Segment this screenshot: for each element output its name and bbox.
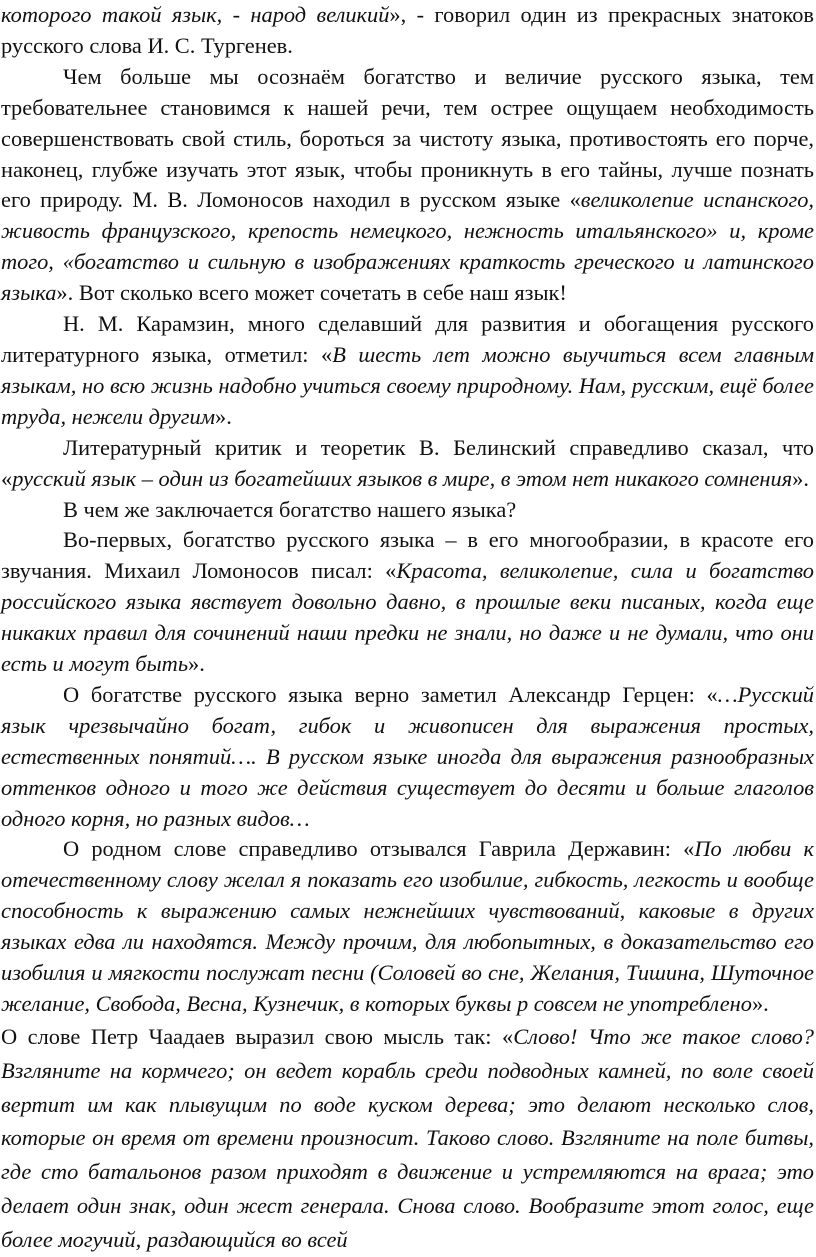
text-run: В шесть лет можно выучиться всем главным языкам, но всю жизнь надобно учиться своему природному. Нам, русским, ещё более труда, нежели другим <box>1 341 814 429</box>
text-run: Литературный критик и теоретик В. Белинский справедливо сказал, что « <box>1 434 814 491</box>
text-run: Слово! Что же такое слово? Взгляните на кормчего; он ведет корабль среди подводных камней, по воле своей вертит им как плывущим по воде куском дерева; это делают несколько слов, которые он время от времени произносит. Таково слово. Взгляните на поле битвы, где сто батальонов разом приходят в движение и устремляются на врага; это делает один знак, один жест генерала. Снова слово. Вообразите этот голос, еще более могучий, раздающийся во всей <box>1 1023 814 1252</box>
text-run: ». <box>188 651 205 677</box>
text-run: Во-первых, богатство русского языка – в его многообразии, в красоте его звучания. Михаил Ломоносов писал: « <box>1 527 814 584</box>
text-run: В чем же заключается богатство нашего языка? <box>63 496 517 522</box>
text-run: …Русский язык чрезвычайно богат, гибок и живописен для выражения простых, естественных понятий…. В русском языке иногда для выражения разнообразных оттенков одного и того же действия существует до десяти и больше глаголов одного корня, но разных видов… <box>1 681 814 831</box>
text-run: русский язык – один из богатейших языков в мире, в этом нет никакого сомнения <box>12 465 793 491</box>
text-run: которого такой язык, - народ великий <box>1 2 390 27</box>
text-run: О родном слове справедливо отзывался Гаврила Державин: « <box>63 836 695 862</box>
text-run: ». <box>215 403 232 429</box>
paragraph-herzen <box>1 680 814 835</box>
text-run: По любви к отечественному слову желал я показать его изобилие, гибкость, легкость и вообще способность к выражению самых нежнейших чувствований, каковые в других языках едва ли находятся. Между прочим, для любопытных, в доказательство его изобилия и мягкости послужат песни (Соловей во сне, Желания, Тишина, Шуточное желание, Свобода, Весна, Кузнечик, в которых буквы р совсем не употреблено <box>1 836 815 1016</box>
text-run: великолепие испанского, живость французского, крепость немецкого, нежность итальянского» и, кроме того, «богатство и сильную в изображениях краткость греческого и латинского языка <box>1 187 814 306</box>
text-run: ». <box>792 465 809 491</box>
paragraph-question <box>1 495 814 526</box>
paragraph-turgenev-ending <box>1 0 814 62</box>
paragraph-lomonosov-beauty <box>1 525 814 680</box>
text-run: ». <box>751 991 769 1016</box>
paragraph-chaadaev <box>1 1020 814 1257</box>
paragraph-derzhavin <box>1 834 814 1019</box>
text-run: О слове Петр Чаадаев выразил свою мысль так: « <box>1 1023 514 1049</box>
text-run: Чем больше мы осознаём богатство и величие русского языка, тем требовательнее становимся к нашей речи, тем острее ощущаем необходимость совершенствовать свой стиль, бороться за чистоту языка, противостоять его порче, наконец, глубже изучать этот язык, чтобы проникнуть в его тайны, лучше познать его природу. М. В. Ломоносов находил в русском языке « <box>1 63 814 213</box>
paragraph-belinsky <box>1 433 814 495</box>
paragraph-karamzin <box>1 309 814 433</box>
text-run: О богатстве русского языка верно заметил Александр Герцен: « <box>63 681 718 707</box>
text-run: », - говорил один из прекрасных знатоков русского слова И. С. Тургенев. <box>1 2 814 58</box>
paragraph-lomonosov-languages <box>1 62 814 309</box>
text-run: Н. М. Карамзин, много сделавший для развития и обогащения русского литературного языка, отметил: « <box>1 311 814 367</box>
text-run: Красота, великолепие, сила и богатство российского языка явствует довольно давно, в прошлые веки писаных, когда еще никаких правил для сочинений наши предки не знали, но даже и не думали, что они есть и могут быть <box>1 558 814 677</box>
text-run: ». Вот сколько всего может сочетать в себе наш язык! <box>56 280 567 306</box>
